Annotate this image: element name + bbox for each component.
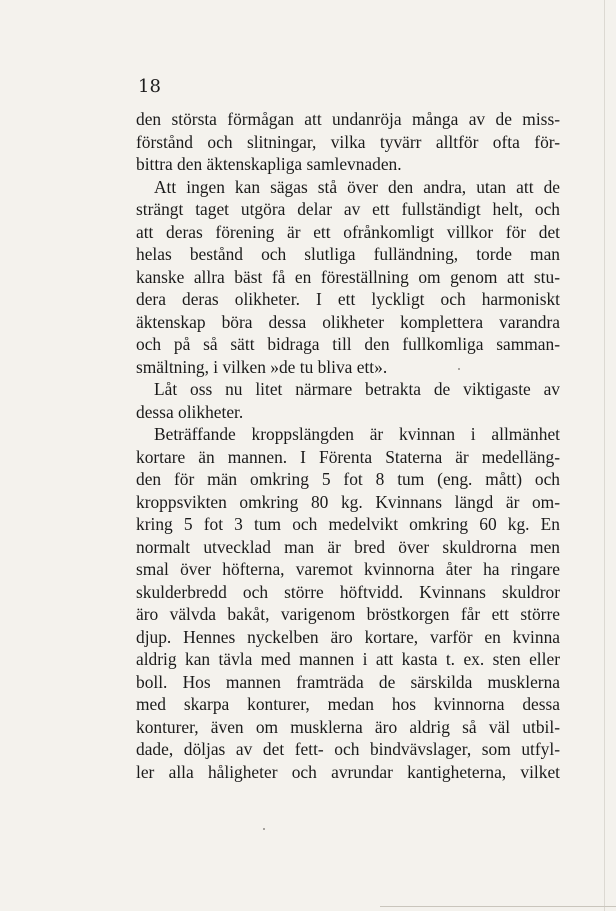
text-line: dera deras olikheter. I ett lyckligt och harmoniskt: [136, 289, 560, 309]
text-line: förstånd och slitningar, vilka tyvärr alltför ofta för-: [136, 131, 560, 152]
text-line: kortare än mannen. I Förenta Staterna är medelläng-: [136, 446, 560, 467]
text-line: konturer, även om musklerna äro aldrig så väl utbil-: [136, 716, 560, 737]
text-line: smältning, i vilken »de tu bliva ett».: [136, 356, 388, 377]
text-line: boll. Hos mannen framträda de särskilda musklerna: [136, 671, 560, 692]
text-line: äktenskap böra dessa olikheter komplettera varandra: [136, 311, 560, 332]
text-line: och på så sätt bidraga till den fullkomliga samman-: [136, 334, 560, 354]
text-line: smal över höfterna, varemot kvinnorna åter ha ringare: [136, 559, 560, 579]
text-line: strängt taget utgöra delar av ett fullständigt helt, och: [136, 199, 560, 219]
text-line: helas bestånd och slutliga fulländning, torde man: [136, 244, 560, 264]
text-line: kring 5 fot 3 tum och medelvikt omkring 60 kg. En: [136, 514, 560, 534]
text-line: kanske allra bäst få en föreställning om genom att stu-: [136, 266, 560, 287]
text-line: skulderbredd och större höftvidd. Kvinnans skuldror: [136, 581, 560, 602]
text-line: djup. Hennes nyckelben äro kortare, varför en kvinna: [136, 626, 560, 647]
page-edge-shadow: [604, 0, 605, 911]
text-line: bittra den äktenskapliga samlevnaden.: [136, 154, 402, 174]
text-line: Låt oss nu litet närmare betrakta de viktigaste av: [154, 379, 560, 399]
scan-bottom-edge: [380, 906, 616, 907]
text-line: Beträffande kroppslängden är kvinnan i allmänhet: [154, 424, 560, 444]
text-line: dade, döljas av det fett- och bindvävslager, som utfyl-: [136, 739, 560, 759]
text-line: ler alla håligheter och avrundar kantigheterna, vilket: [136, 761, 560, 782]
text-line: dessa olikheter.: [136, 401, 244, 422]
text-line: normalt utvecklad man är bred över skuldrorna men: [136, 536, 560, 557]
text-line: den största förmågan att undanröja många av de miss-: [136, 109, 560, 129]
text-line: den för män omkring 5 fot 8 tum (eng. mått) och: [136, 469, 560, 489]
page-number: 18: [138, 76, 161, 97]
text-line: med skarpa konturer, medan hos kvinnorna dessa: [136, 694, 560, 714]
text-line: Att ingen kan sägas stå över den andra, utan att de: [154, 176, 560, 197]
scan-speck: [263, 828, 265, 830]
text-line: aldrig kan tävla med mannen i att kasta t. ex. sten eller: [136, 649, 560, 669]
text-line: äro välvda bakåt, varigenom bröstkorgen får ett större: [136, 604, 560, 624]
text-line: kroppsvikten omkring 80 kg. Kvinnans längd är om-: [136, 491, 560, 512]
text-line: att deras förening är ett ofrånkomligt villkor för det: [136, 221, 560, 242]
body-text: [136, 108, 560, 783]
